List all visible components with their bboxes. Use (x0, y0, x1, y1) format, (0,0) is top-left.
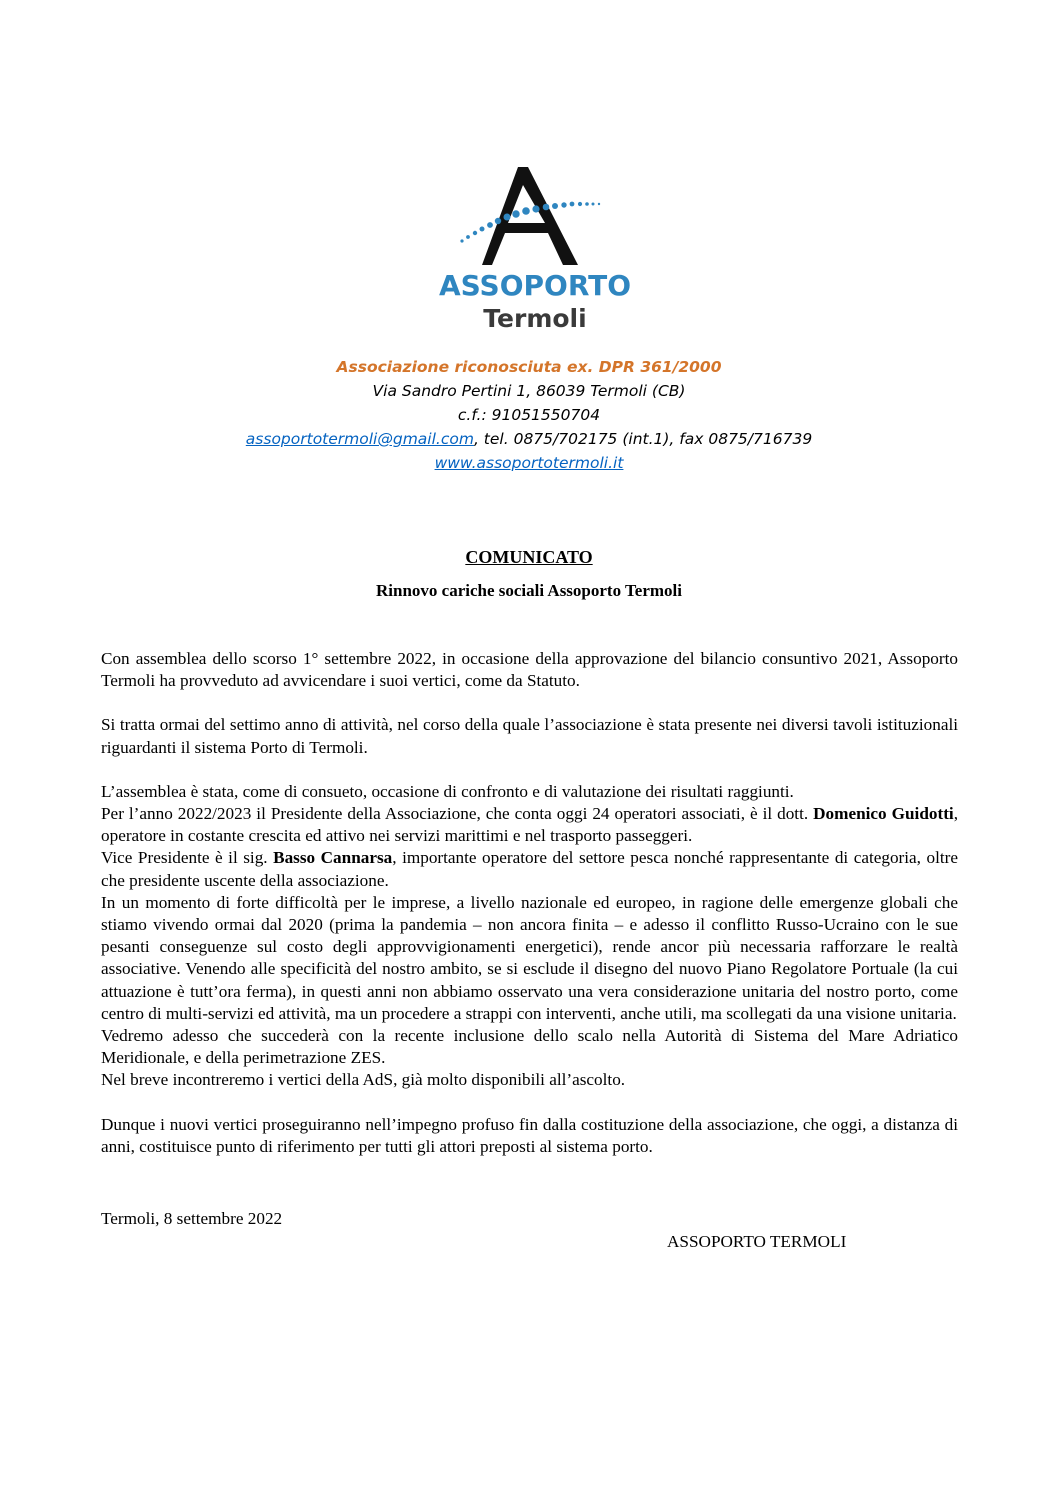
paragraph-7: Vedremo adesso che succederà con la recente inclusione dello scalo nella Autorità di Sistema del Mare Adriatico Meridionale, e della perimetrazione ZES. (101, 1026, 958, 1068)
email-link[interactable]: assoportotermoli@gmail.com (245, 430, 474, 448)
letterhead (0, 355, 1058, 475)
paragraph-3: L’assemblea è stata, come di consueto, occasione di confronto e di valutazione dei risultati raggiunti. (101, 781, 794, 801)
paragraph-5: Vice Presidente è il sig. Basso Cannarsa, importante operatore del settore pesca nonché rappresentante di categoria, oltre che presidente uscente della associazione. (101, 848, 958, 890)
paragraph-6: In un momento di forte difficoltà per le imprese, a livello nazionale ed europeo, in ragione delle emergenze globali che stiamo vivendo ormai dal 2020 (prima la pandemia – non ancora finita – e adesso il conflitto Russo-Ucraino con le sue pesanti conseguenze sul costo degli approvvigionamenti energetici), rende ancor più necessaria rafforzare le realtà associative. Venendo alle specificità del nostro ambito, se si esclude il disegno del nuovo Piano Regolatore Portuale (la cui attuazione è tutt’ora ferma), in questi anni non abbiamo osservato una vera considerazione unitaria del nostro porto, come centro di multi-servizi ed attività, ma un procedere a strappi con interventi, anche utili, ma scollegati da una visione unitaria. (101, 892, 958, 1023)
website-link[interactable]: www.assoportotermoli.it (434, 454, 624, 472)
document-title: COMUNICATO (465, 547, 593, 567)
document-subtitle: Rinnovo cariche sociali Assoporto Termoli (376, 581, 682, 600)
document-body (101, 648, 958, 1158)
paragraph-2: Si tratta ormai del settimo anno di attività, nel corso della quale l’associazione è stata presente nei diversi tavoli istituzionali riguardanti il sistema Porto di Termoli. (101, 715, 958, 757)
president-name: Domenico Guidotti (813, 804, 954, 824)
logo-place-text: Termoli (483, 304, 587, 333)
logo-brand-text: ASSOPORTO (438, 269, 632, 302)
signature-date: Termoli, 8 settembre 2022 (101, 1209, 283, 1228)
address-line: Via Sandro Pertini 1, 86039 Termoli (CB) (372, 382, 686, 400)
recognition-line: Associazione riconosciuta ex. DPR 361/2000 (336, 358, 722, 376)
contacts-line (0, 427, 1058, 451)
paragraph-1: Con assemblea dello scorso 1° settembre 2022, in occasione della approvazione del bilancio consuntivo 2021, Assoporto Termoli ha provveduto ad avvicendare i suoi vertici, come da Statuto. (101, 649, 958, 691)
contacts-text: , tel. 0875/702175 (int.1), fax 0875/716739 (473, 430, 813, 448)
paragraph-9: Dunque i nuovi vertici proseguiranno nell’impegno profuso fin dalla costituzione della associazione, che oggi, a distanza di anni, costituisce punto di riferimento per tutti gli attori preposti al sistema porto. (101, 1114, 958, 1156)
paragraph-4: Per l’anno 2022/2023 il Presidente della Associazione, che conta oggi 24 operatori associati, è il dott. Domenico Guidotti, operatore in costante crescita ed attivo nei servizi marittimi e nel trasporto passeggeri. (101, 804, 959, 846)
assoporto-logo (420, 155, 650, 345)
website-line (0, 451, 1058, 475)
signature-org: ASSOPORTO TERMOLI (667, 1232, 847, 1251)
fiscal-code-line: c.f.: 91051550704 (457, 406, 601, 424)
vice-president-name: Basso Cannarsa (273, 848, 393, 868)
paragraph-8: Nel breve incontreremo i vertici della AdS, già molto disponibili all’ascolto. (101, 1070, 626, 1090)
